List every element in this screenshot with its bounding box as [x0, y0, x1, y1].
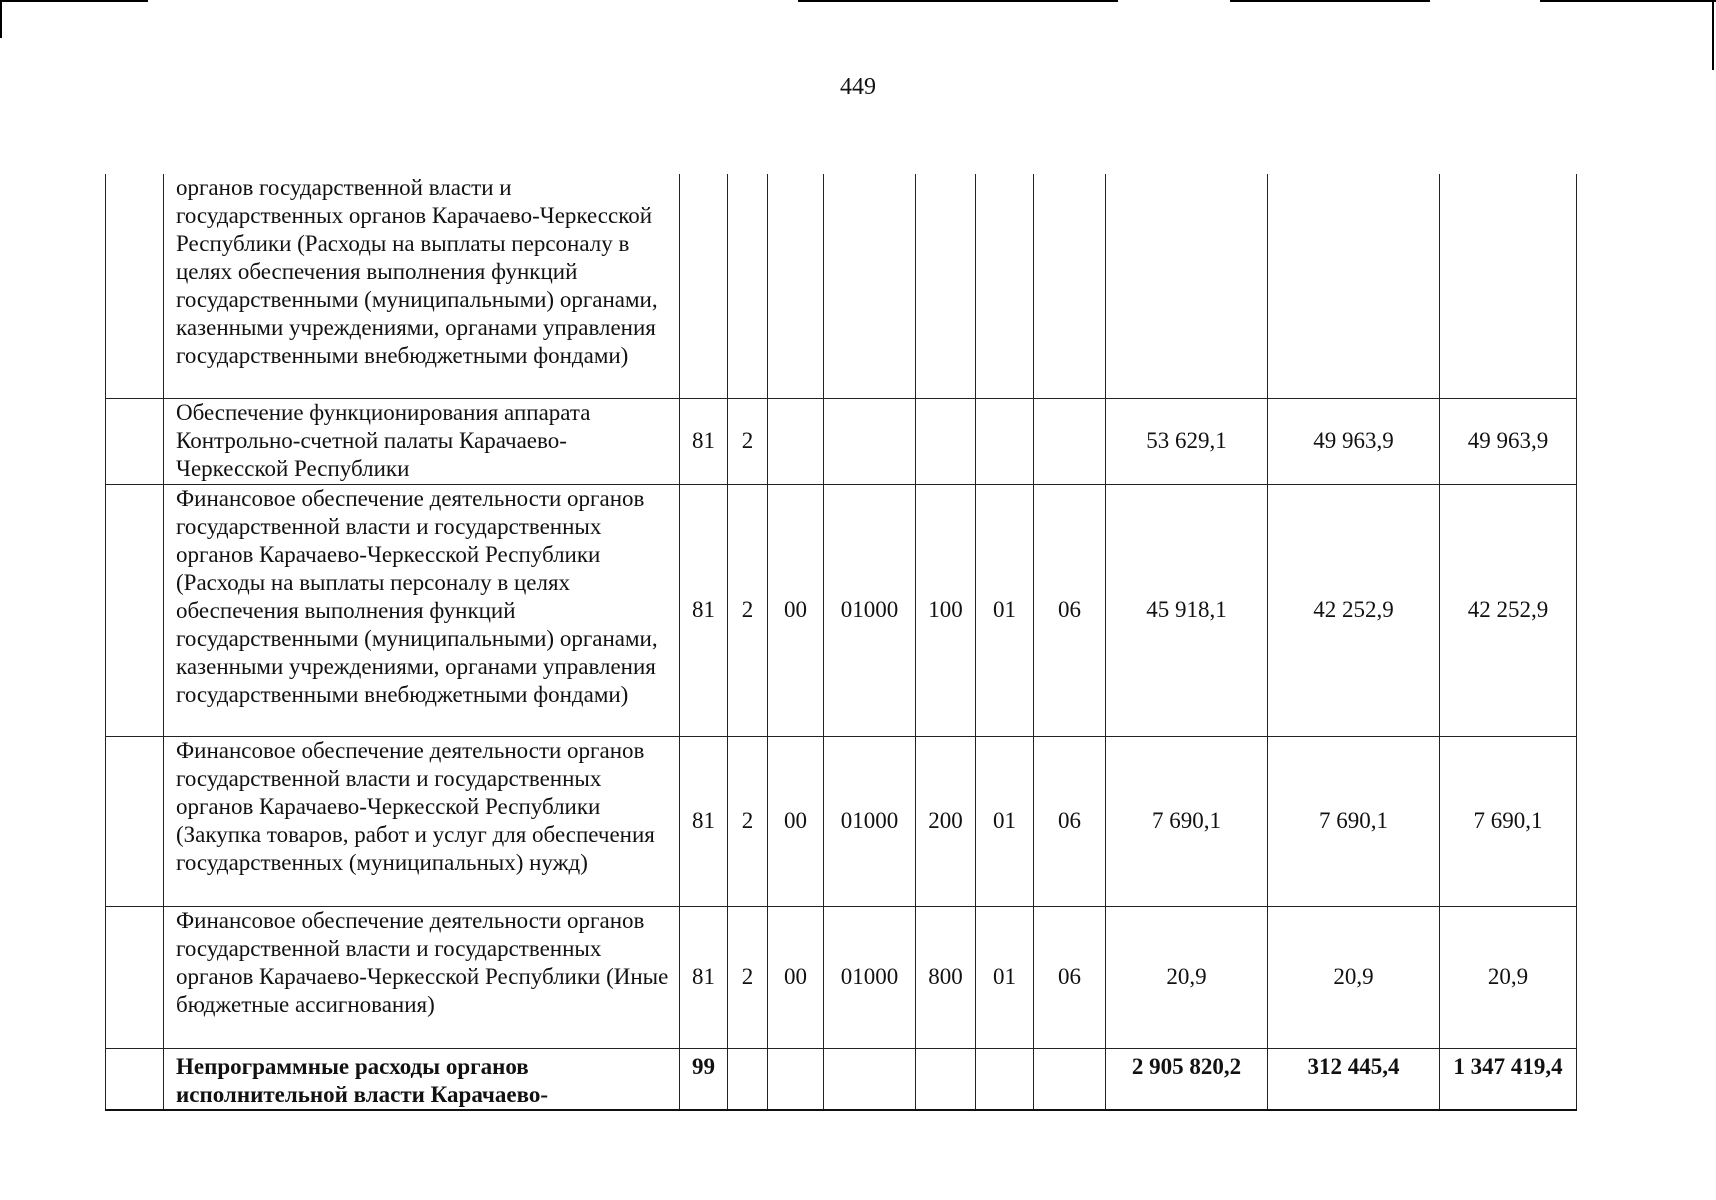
table-row: [106, 174, 1577, 398]
code-cell: 01000: [824, 484, 916, 736]
code-cell: 100: [916, 484, 976, 736]
row-name: Финансовое обеспечение деятельности органов государственной власти и государственных органов Карачаево-Черкесской Республики (Закупка товаров, работ и услуг для обеспечения государственных (муниципальных) нужд): [164, 736, 680, 906]
table-row: [106, 484, 1577, 736]
code-cell: 06: [1034, 736, 1106, 906]
amount-cell: 20,9: [1268, 906, 1440, 1048]
code-cell: [728, 1048, 768, 1110]
code-cell: 81: [680, 398, 728, 484]
amount-cell: [1106, 174, 1268, 398]
code-cell: 00: [768, 736, 824, 906]
row-index-cell: [106, 1048, 164, 1110]
amount-cell: 53 629,1: [1106, 398, 1268, 484]
code-cell: [824, 398, 916, 484]
code-cell: [768, 1048, 824, 1110]
code-cell: 06: [1034, 484, 1106, 736]
code-cell: [976, 174, 1034, 398]
amount-cell: [1268, 174, 1440, 398]
code-cell: 81: [680, 906, 728, 1048]
table-row: [106, 736, 1577, 906]
amount-cell: 7 690,1: [1440, 736, 1577, 906]
row-name: Финансовое обеспечение деятельности органов государственной власти и государственных органов Карачаево-Черкесской Республики (Расходы на выплаты персоналу в целях обеспечения выполнения функций государственными (муниципальными) органами, казенными учреждениями, органами управления государственными внебюджетными фондами): [164, 484, 680, 736]
code-cell: 800: [916, 906, 976, 1048]
code-cell: 200: [916, 736, 976, 906]
amount-cell: 45 918,1: [1106, 484, 1268, 736]
amount-cell: 42 252,9: [1440, 484, 1577, 736]
code-cell: 2: [728, 484, 768, 736]
budget-table: [105, 174, 1577, 1111]
code-cell: 2: [728, 736, 768, 906]
amount-cell: 20,9: [1106, 906, 1268, 1048]
row-index-cell: [106, 174, 164, 398]
scan-edge-mark: [0, 0, 148, 2]
amount-cell: [1440, 174, 1577, 398]
code-cell: [1034, 174, 1106, 398]
code-cell: 01: [976, 906, 1034, 1048]
code-cell: [1034, 398, 1106, 484]
code-cell: 01000: [824, 906, 916, 1048]
code-cell: [768, 174, 824, 398]
code-cell: 00: [768, 484, 824, 736]
code-cell: [976, 398, 1034, 484]
table-row: [106, 1048, 1577, 1110]
code-cell: 00: [768, 906, 824, 1048]
row-index-cell: [106, 736, 164, 906]
code-cell: [916, 174, 976, 398]
amount-cell: 20,9: [1440, 906, 1577, 1048]
amount-cell: 312 445,4: [1268, 1048, 1440, 1110]
row-name: Финансовое обеспечение деятельности органов государственной власти и государственных органов Карачаево-Черкесской Республики (Иные бюджетные ассигнования): [164, 906, 680, 1048]
code-cell: 2: [728, 906, 768, 1048]
amount-cell: 7 690,1: [1268, 736, 1440, 906]
code-cell: [824, 1048, 916, 1110]
code-cell: [680, 174, 728, 398]
code-cell: 06: [1034, 906, 1106, 1048]
row-name: органов государственной власти и государственных органов Карачаево-Черкесской Республики (Расходы на выплаты персоналу в целях обеспечения выполнения функций государственными (муниципальными) органами, казенными учреждениями, органами управления государственными внебюджетными фондами): [164, 174, 680, 398]
amount-cell: 7 690,1: [1106, 736, 1268, 906]
table-row: [106, 398, 1577, 484]
table-row: [106, 906, 1577, 1048]
code-cell: 01: [976, 484, 1034, 736]
amount-cell: 49 963,9: [1440, 398, 1577, 484]
row-index-cell: [106, 484, 164, 736]
row-name: Непрограммные расходы органов исполнительной власти Карачаево-: [164, 1048, 680, 1110]
code-cell: [916, 398, 976, 484]
code-cell: [1034, 1048, 1106, 1110]
amount-cell: 49 963,9: [1268, 398, 1440, 484]
row-index-cell: [106, 906, 164, 1048]
code-cell: 99: [680, 1048, 728, 1110]
code-cell: [916, 1048, 976, 1110]
code-cell: [728, 174, 768, 398]
code-cell: [976, 1048, 1034, 1110]
scan-edge-mark: [798, 0, 1118, 2]
scan-edge-mark: [1230, 0, 1430, 2]
code-cell: 81: [680, 736, 728, 906]
row-name: Обеспечение функционирования аппарата Контрольно-счетной палаты Карачаево-Черкесской Республики: [164, 398, 680, 484]
amount-cell: 2 905 820,2: [1106, 1048, 1268, 1110]
scan-edge-mark: [0, 0, 2, 38]
code-cell: 01000: [824, 736, 916, 906]
code-cell: 2: [728, 398, 768, 484]
row-index-cell: [106, 398, 164, 484]
code-cell: [824, 174, 916, 398]
amount-cell: 42 252,9: [1268, 484, 1440, 736]
code-cell: [768, 398, 824, 484]
code-cell: 01: [976, 736, 1034, 906]
amount-cell: 1 347 419,4: [1440, 1048, 1577, 1110]
code-cell: 81: [680, 484, 728, 736]
page-number: 449: [840, 74, 876, 100]
scan-edge-mark: [1540, 0, 1716, 2]
scan-edge-mark: [1712, 0, 1714, 70]
